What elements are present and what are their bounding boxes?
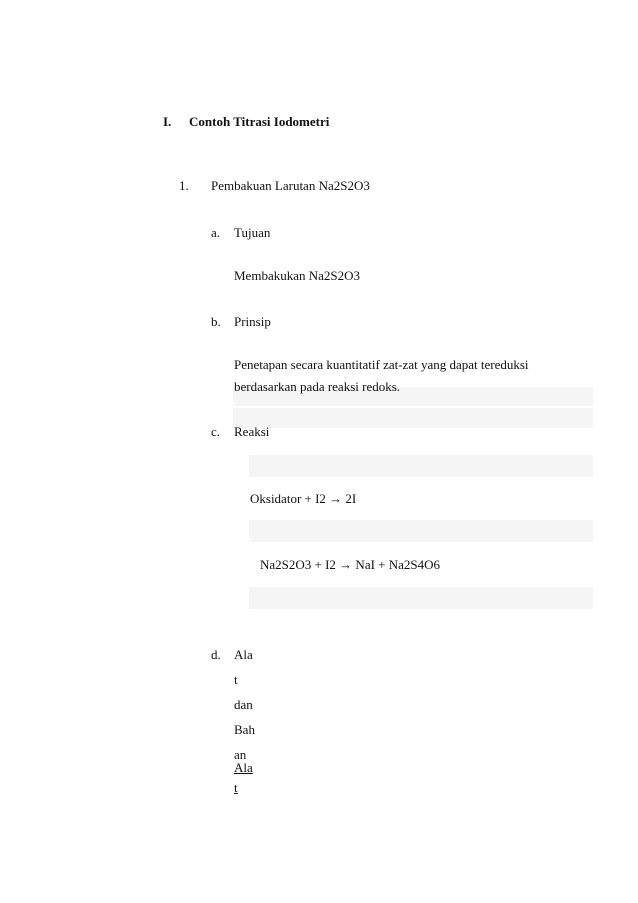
alat-bahan-line: an [234, 747, 247, 762]
prinsip-text-line2: berdasarkan pada reaksi redoks. [234, 379, 401, 394]
subitem-letter-d: d. [211, 647, 221, 662]
alat-bahan-line: Ala [234, 647, 253, 662]
item-number: 1. [179, 178, 189, 193]
reaction-equation-1: Oksidator + I2 → 2I [250, 491, 357, 506]
shade-band [249, 587, 593, 609]
alat-bahan-line: Bah [234, 722, 255, 737]
subitem-heading-tujuan: Tujuan [234, 225, 271, 240]
shade-band [233, 408, 593, 428]
subitem-letter-c: c. [211, 424, 221, 439]
prinsip-text-line1: Penetapan secara kuantitatif zat-zat yang dapat tereduksi [234, 357, 529, 372]
alat-bahan-line: dan [234, 697, 253, 712]
shade-band [249, 455, 593, 477]
shade-band [249, 520, 593, 542]
item-title: Pembakuan Larutan Na2S2O3 [211, 178, 370, 193]
alat-subheading-line: Ala [234, 760, 253, 775]
alat-bahan-line: t [234, 672, 238, 687]
section-number: I. [163, 114, 172, 129]
subitem-heading-prinsip: Prinsip [234, 314, 271, 329]
alat-subheading-line: t [234, 780, 238, 795]
subitem-heading-reaksi: Reaksi [234, 424, 270, 439]
subitem-letter-b: b. [211, 314, 221, 329]
reaction-equation-2: Na2S2O3 + I2 → NaI + Na2S4O6 [260, 557, 441, 572]
section-title: Contoh Titrasi Iodometri [189, 114, 330, 129]
subitem-letter-a: a. [211, 225, 221, 240]
tujuan-text: Membakukan Na2S2O3 [234, 268, 361, 283]
